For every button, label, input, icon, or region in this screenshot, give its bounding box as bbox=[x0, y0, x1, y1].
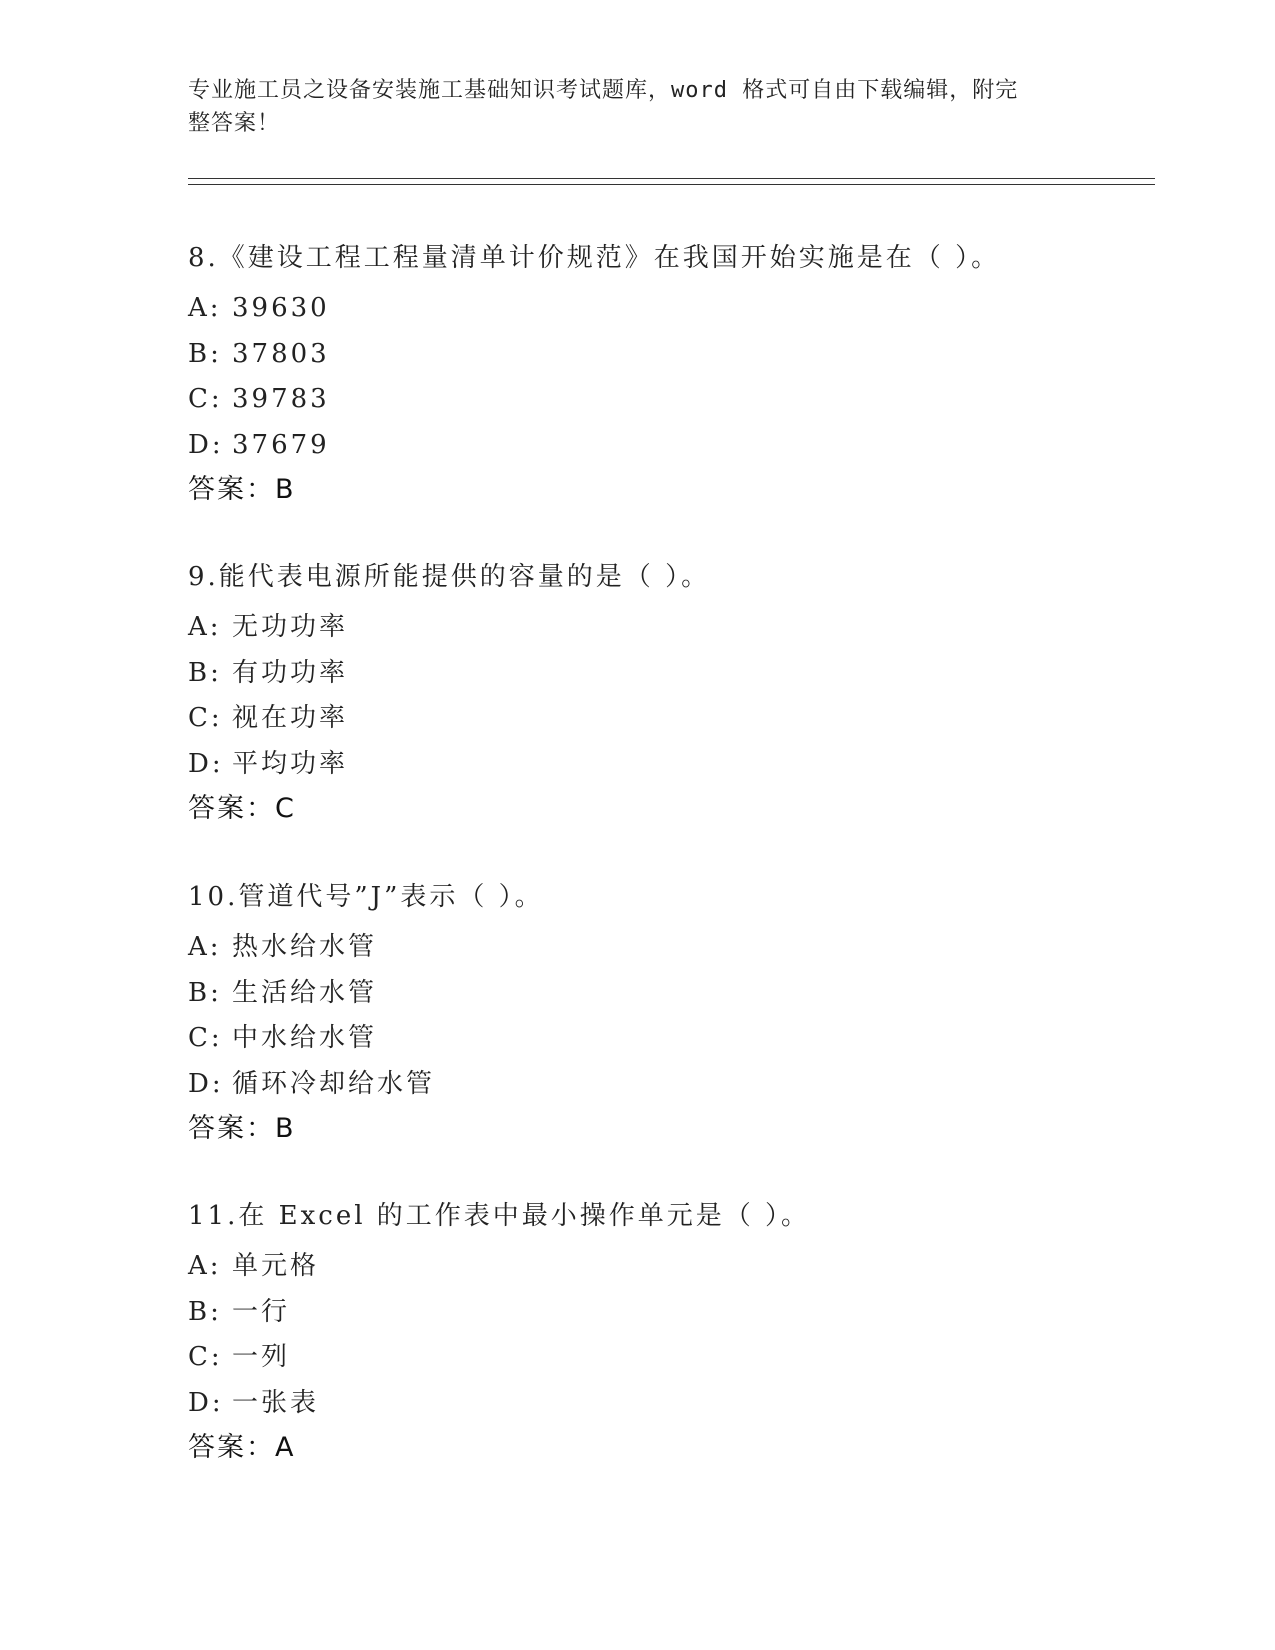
option-letter: A: bbox=[188, 293, 222, 323]
option-d bbox=[188, 1387, 1148, 1433]
option-text: 有功功率 bbox=[232, 657, 349, 688]
option-letter: B: bbox=[188, 338, 222, 369]
option-d bbox=[188, 1068, 1148, 1114]
option-text: 39783 bbox=[232, 384, 330, 414]
option-text: 中水给水管 bbox=[232, 1023, 378, 1053]
question-block bbox=[188, 561, 1148, 833]
header-divider-bottom bbox=[188, 184, 1155, 185]
answer-label: 答案： bbox=[188, 793, 275, 824]
answer-line bbox=[188, 793, 1148, 833]
header-line-1: 专业施工员之设备安装施工基础知识考试题库，word 格式可自由下载编辑，附完 bbox=[188, 78, 1019, 103]
option-text: 37679 bbox=[232, 429, 330, 460]
option-letter: C: bbox=[188, 1342, 223, 1372]
option-text: 一张表 bbox=[232, 1387, 320, 1418]
question-block bbox=[188, 1200, 1148, 1472]
option-text: 一列 bbox=[232, 1342, 291, 1372]
option-text: 平均功率 bbox=[232, 748, 349, 779]
option-d bbox=[188, 429, 1148, 475]
option-c bbox=[188, 1022, 1148, 1068]
answer-label: 答案： bbox=[188, 474, 275, 505]
option-letter: D: bbox=[188, 429, 224, 460]
option-letter: A: bbox=[188, 1251, 222, 1281]
option-text: 无功功率 bbox=[232, 612, 349, 642]
option-letter: B: bbox=[188, 977, 222, 1008]
option-letter: C: bbox=[188, 384, 223, 414]
option-letter: C: bbox=[188, 1023, 223, 1053]
option-a bbox=[188, 292, 1148, 338]
option-text: 37803 bbox=[232, 338, 330, 369]
answer-line bbox=[188, 474, 1148, 514]
option-letter: D: bbox=[188, 748, 224, 779]
option-text: 单元格 bbox=[232, 1251, 320, 1281]
option-text: 生活给水管 bbox=[232, 977, 378, 1008]
question-title: 10.管道代号”J”表示（ ）。 bbox=[188, 882, 544, 912]
option-c bbox=[188, 702, 1148, 748]
option-text: 循环冷却给水管 bbox=[232, 1068, 436, 1099]
question-block bbox=[188, 881, 1148, 1153]
option-letter: B: bbox=[188, 657, 222, 688]
option-letter: D: bbox=[188, 1068, 224, 1099]
option-b bbox=[188, 338, 1148, 384]
option-b bbox=[188, 977, 1148, 1023]
question-block bbox=[188, 242, 1148, 514]
answer-value: B bbox=[275, 474, 296, 505]
answer-value: A bbox=[275, 1432, 296, 1463]
option-a bbox=[188, 931, 1148, 977]
option-letter: A: bbox=[188, 932, 222, 962]
document-header bbox=[188, 74, 1068, 140]
answer-line bbox=[188, 1113, 1148, 1153]
header-divider-top bbox=[188, 178, 1155, 179]
answer-label: 答案： bbox=[188, 1113, 275, 1144]
question-title: 8.《建设工程工程量清单计价规范》在我国开始实施是在（ ）。 bbox=[188, 243, 1001, 273]
answer-value: C bbox=[275, 793, 296, 824]
option-b bbox=[188, 1296, 1148, 1342]
option-text: 39630 bbox=[232, 293, 330, 323]
option-text: 热水给水管 bbox=[232, 932, 378, 962]
answer-label: 答案： bbox=[188, 1432, 275, 1463]
question-title: 9.能代表电源所能提供的容量的是（ ）。 bbox=[188, 562, 711, 592]
answer-line bbox=[188, 1432, 1148, 1472]
option-text: 视在功率 bbox=[232, 703, 349, 733]
answer-value: B bbox=[275, 1113, 296, 1144]
header-line-2: 整答案！ bbox=[188, 111, 281, 136]
option-letter: B: bbox=[188, 1296, 222, 1327]
option-letter: C: bbox=[188, 703, 223, 733]
question-title: 11.在 Excel 的工作表中最小操作单元是（ ）。 bbox=[188, 1201, 811, 1231]
option-text: 一行 bbox=[232, 1296, 291, 1327]
option-a bbox=[188, 1250, 1148, 1296]
option-d bbox=[188, 748, 1148, 794]
option-c bbox=[188, 383, 1148, 429]
option-b bbox=[188, 657, 1148, 703]
option-letter: A: bbox=[188, 612, 222, 642]
option-letter: D: bbox=[188, 1387, 224, 1418]
option-c bbox=[188, 1341, 1148, 1387]
option-a bbox=[188, 611, 1148, 657]
